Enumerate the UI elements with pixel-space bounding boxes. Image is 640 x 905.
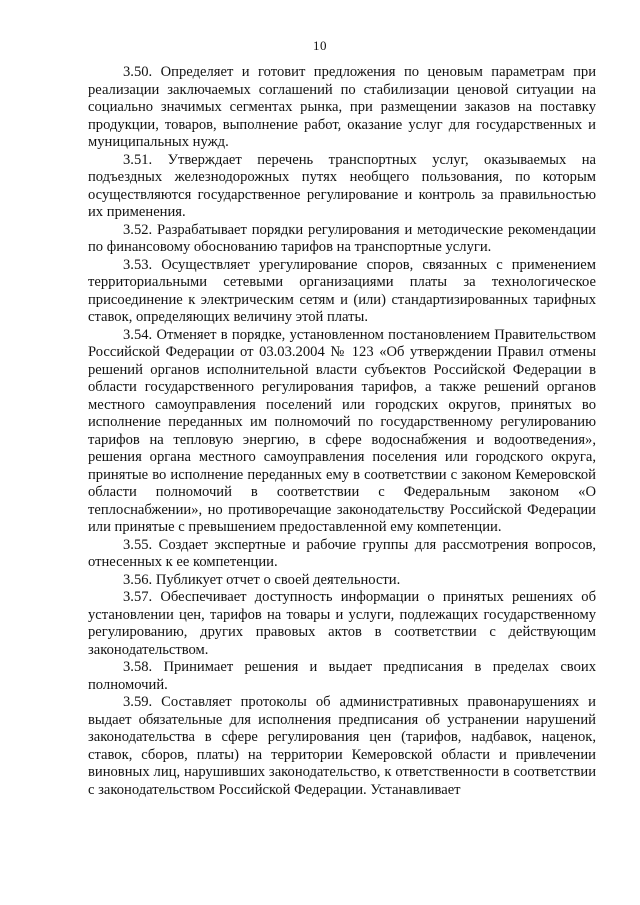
- paragraph-3-59: 3.59. Составляет протоколы об административных правонарушениях и выдает обязательные для исполнения предписания об устранении нарушений законодательства в сфере регулирования цен (тарифов, надбавок, наценок, ставок, сборов, платы) на территории Кемеровской области и привлечении виновных лиц, нарушивших законодательство, к ответственности в соответствии с законодательством Российской Федерации. Устанавливает: [88, 694, 596, 798]
- paragraph-3-58: 3.58. Принимает решения и выдает предписания в пределах своих полномочий.: [88, 659, 596, 693]
- document-body: [88, 64, 596, 799]
- paragraph-3-55: 3.55. Создает экспертные и рабочие группы для рассмотрения вопросов, отнесенных к ее компетенции.: [88, 536, 596, 570]
- paragraph-3-54: 3.54. Отменяет в порядке, установленном постановлением Правительством Российской Федерации от 03.03.2004 № 123 «Об утверждении Правил отмены решений органов исполнительной власти субъектов Российской Федерации в области государственного регулирования тарифов, а также решений органов местного самоуправления поселений или городских округов, принятых во исполнение переданных им полномочий по государственному регулированию тарифов на тепловую энергию, в сфере водоснабжения и водоотведения», решения органа местного самоуправления поселения или городского округа, принятые во исполнение переданных ему в соответствии с законом Кемеровской области полномочий в соответствии с Федеральным законом «О теплоснабжении», но противоречащие законодательству Российской Федерации или принятые с превышением предоставленной ему компетенции.: [88, 326, 596, 535]
- paragraph-3-50: 3.50. Определяет и готовит предложения по ценовым параметрам при реализации заключаемых соглашений по стабилизации ценовой ситуации на социально значимых сегментах рынка, при размещении заказов на поставку продукции, товаров, выполнение работ, оказание услуг для государственных и муниципальных нужд.: [88, 64, 596, 150]
- paragraph-3-56: 3.56. Публикует отчет о своей деятельности.: [123, 571, 401, 588]
- paragraph-3-57: 3.57. Обеспечивает доступность информации о принятых решениях об установлении цен, тарифов на товары и услуги, подлежащих государственному регулированию, других правовых актов в соответствии с действующим законодательством.: [88, 589, 596, 658]
- paragraph-3-52: 3.52. Разрабатывает порядки регулирования и методические рекомендации по финансовому обоснованию тарифов на транспортные услуги.: [88, 221, 596, 255]
- page-number: 10: [313, 38, 327, 53]
- paragraph-3-53: 3.53. Осуществляет урегулирование споров, связанных с применением территориальными сетевыми организациями платы за технологическое присоединение к электрическим сетям и (или) стандартизированных тарифных ставок, определяющих величину этой платы.: [88, 256, 596, 325]
- paragraph-3-51: 3.51. Утверждает перечень транспортных услуг, оказываемых на подъездных железнодорожных путях необщего пользования, по которым осуществляются государственное регулирование и контроль за правильностью их применения.: [88, 151, 596, 220]
